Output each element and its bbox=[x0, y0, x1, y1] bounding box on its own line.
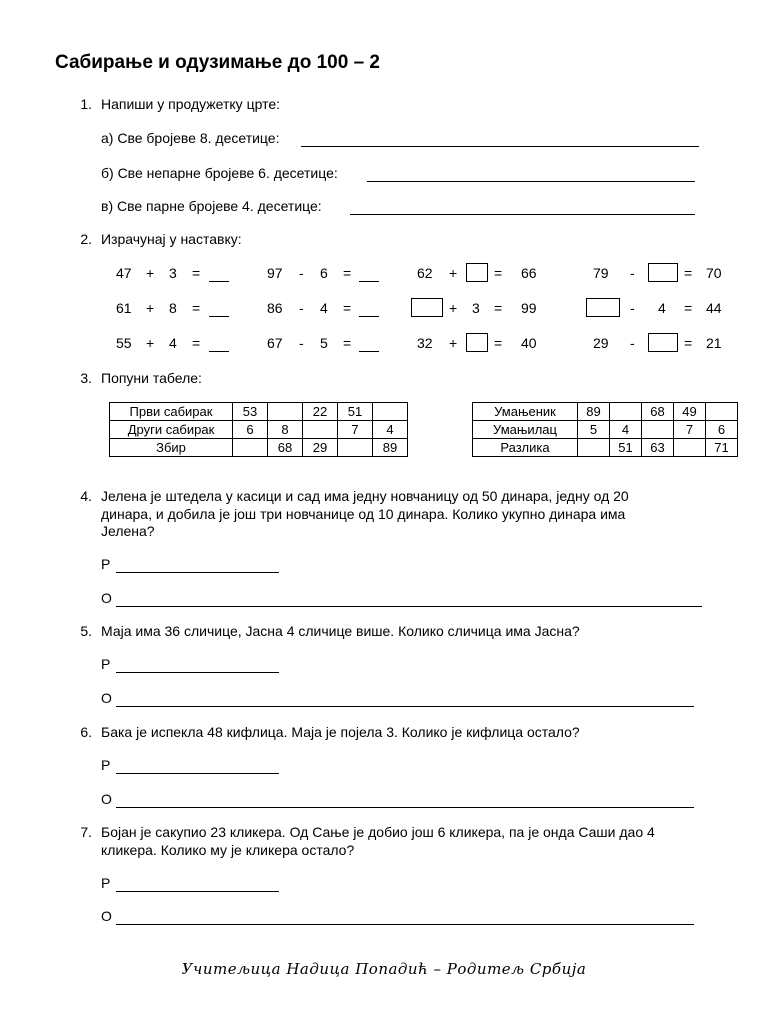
task-text-line: Јелена? bbox=[101, 523, 155, 539]
task-number: 1. bbox=[80, 96, 92, 112]
answer-box[interactable] bbox=[586, 298, 620, 317]
addition-table bbox=[109, 402, 408, 457]
solution-label: Р bbox=[101, 757, 111, 773]
answer-blank[interactable] bbox=[209, 316, 229, 317]
answer-blank[interactable] bbox=[359, 316, 379, 317]
answer-label: О bbox=[101, 908, 112, 924]
task-prompt: Попуни табеле: bbox=[101, 370, 202, 386]
table-row: Умањеник 89 68 49 bbox=[473, 403, 738, 421]
subtraction-table bbox=[472, 402, 738, 457]
task-text-line: Бојан је сакупио 23 кликера. Од Сање је добио још 6 кликера, па је онда Саши дао 4 bbox=[101, 824, 655, 840]
answer-box[interactable] bbox=[648, 333, 678, 352]
answer-line[interactable] bbox=[116, 807, 694, 808]
task-number: 2. bbox=[80, 231, 92, 247]
answer-blank[interactable] bbox=[209, 351, 229, 352]
answer-label: О bbox=[101, 690, 112, 706]
solution-line[interactable] bbox=[116, 672, 279, 673]
answer-label: О bbox=[101, 791, 112, 807]
solution-line[interactable] bbox=[116, 773, 279, 774]
solution-line[interactable] bbox=[116, 572, 279, 573]
answer-line[interactable] bbox=[350, 214, 695, 215]
answer-line[interactable] bbox=[116, 606, 702, 607]
answer-blank[interactable] bbox=[359, 351, 379, 352]
task-number: 6. bbox=[80, 724, 92, 740]
answer-blank[interactable] bbox=[209, 281, 229, 282]
answer-box[interactable] bbox=[466, 333, 488, 352]
table-row: Први сабирак 53 22 51 bbox=[110, 403, 408, 421]
table-row: Умањилац 5 4 7 6 bbox=[473, 421, 738, 439]
answer-line[interactable] bbox=[116, 924, 694, 925]
task-text-line: кликера. Колико му је кликера остало? bbox=[101, 842, 355, 858]
task-number: 5. bbox=[80, 623, 92, 639]
table-row: Разлика 51 63 71 bbox=[473, 439, 738, 457]
task-number: 4. bbox=[80, 488, 92, 504]
table-row: Други сабирак 6 8 7 4 bbox=[110, 421, 408, 439]
answer-box[interactable] bbox=[648, 263, 678, 282]
answer-line[interactable] bbox=[301, 146, 699, 147]
subtask-a: а) Све бројеве 8. десетице: bbox=[101, 130, 280, 146]
task-prompt: Израчунај у наставку: bbox=[101, 231, 242, 247]
solution-label: Р bbox=[101, 556, 111, 572]
page-title: Сабирање и одузимање до 100 – 2 bbox=[55, 52, 380, 73]
solution-label: Р bbox=[101, 656, 111, 672]
answer-blank[interactable] bbox=[359, 281, 379, 282]
task-text-line: Маја има 36 сличице, Јасна 4 сличице више. Колико сличица има Јасна? bbox=[101, 623, 580, 639]
answer-label: О bbox=[101, 590, 112, 606]
task-text-line: Јелена је штедела у касици и сад има једну новчаницу од 50 динара, једну од 20 bbox=[101, 488, 629, 504]
subtask-b: б) Све непарне бројеве 6. десетице: bbox=[101, 165, 338, 181]
answer-box[interactable] bbox=[466, 263, 488, 282]
answer-line[interactable] bbox=[367, 181, 695, 182]
task-number: 3. bbox=[80, 370, 92, 386]
task-number: 7. bbox=[80, 824, 92, 840]
answer-line[interactable] bbox=[116, 706, 694, 707]
task-text-line: Бака је испекла 48 кифлица. Маја је појела 3. Колико је кифлица остало? bbox=[101, 724, 580, 740]
answer-box[interactable] bbox=[411, 298, 443, 317]
table-row: Збир 68 29 89 bbox=[110, 439, 408, 457]
task-prompt: Напиши у продужетку црте: bbox=[101, 96, 280, 112]
solution-line[interactable] bbox=[116, 891, 279, 892]
task-text-line: динара, и добила је још три новчанице од 10 динара. Колико укупно динара има bbox=[101, 506, 626, 522]
solution-label: Р bbox=[101, 875, 111, 891]
footer-credit: Учитељица Надица Попадић – Родитељ Србија bbox=[181, 960, 587, 978]
subtask-v: в) Све парне бројеве 4. десетице: bbox=[101, 198, 322, 214]
